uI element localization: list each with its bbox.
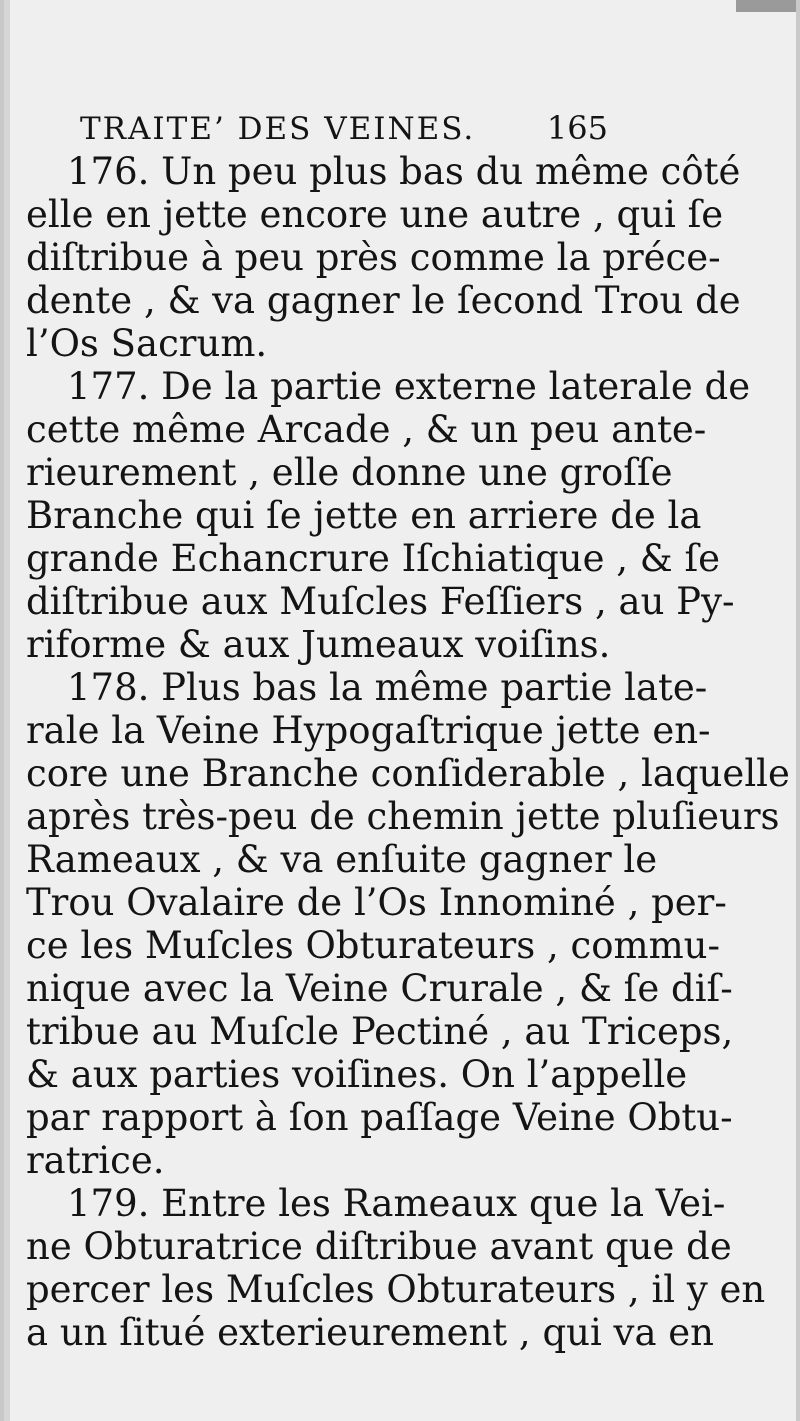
text-line: nique avec la Veine Crurale , & ſe diſ- [26,967,733,1010]
text-line: diſtribue à peu près comme la préce- [26,236,721,279]
text-line: tribue au Muſcle Pectiné , au Triceps, [26,1010,734,1053]
text-line: ce les Muſcles Obturateurs , commu- [26,924,720,967]
text-line: a un ſitué exterieurement , qui va en [26,1311,715,1354]
text-line: l’Os Sacrum. [26,322,268,365]
page-gutter-shadow [4,0,10,1421]
text-line: & aux parties voiſines. On l’appelle [26,1053,688,1096]
text-line: grande Echancrure Iſchiatique , & ſe [26,537,721,580]
text-line: dente , & va gagner le ſecond Trou de [26,279,741,322]
text-line: 178. Plus bas la même partie late- [67,666,708,709]
text-line: diſtribue aux Muſcles Feſſiers , au Py- [26,580,735,623]
paper-stain [736,0,796,12]
text-line: Rameaux , & va enſuite gagner le [26,838,658,881]
text-line: elle en jette encore une autre , qui ſe [26,193,724,236]
text-line: après très-peu de chemin jette pluſieurs [26,795,780,838]
text-line: ne Obturatrice diſtribue avant que de [26,1225,732,1268]
page-number: 165 [546,109,608,147]
text-line: cette même Arcade , & un peu ante- [26,408,707,451]
text-line: rale la Veine Hypogaſtrique jette en- [26,709,711,752]
text-line: core une Branche conſiderable , laquelle [26,752,790,795]
text-line: par rapport à ſon paſſage Veine Obtu- [26,1096,733,1139]
running-title: TRAITE’ DES VEINES. [80,111,476,147]
text-line: 177. De la partie externe laterale de [67,365,751,408]
text-line: ratrice. [26,1139,165,1182]
book-page [4,0,796,1421]
text-line: Branche qui ſe jette en arriere de la [26,494,702,537]
text-line: 176. Un peu plus bas du même côté [67,150,741,193]
text-line: 179. Entre les Rameaux que la Vei- [67,1182,726,1225]
text-line: rieurement , elle donne une groſſe [26,451,673,494]
text-line: riforme & aux Jumeaux voiſins. [26,623,611,666]
text-line: percer les Muſcles Obturateurs , il y en [26,1268,766,1311]
text-line: Trou Ovalaire de l’Os Innominé , per- [26,881,727,924]
